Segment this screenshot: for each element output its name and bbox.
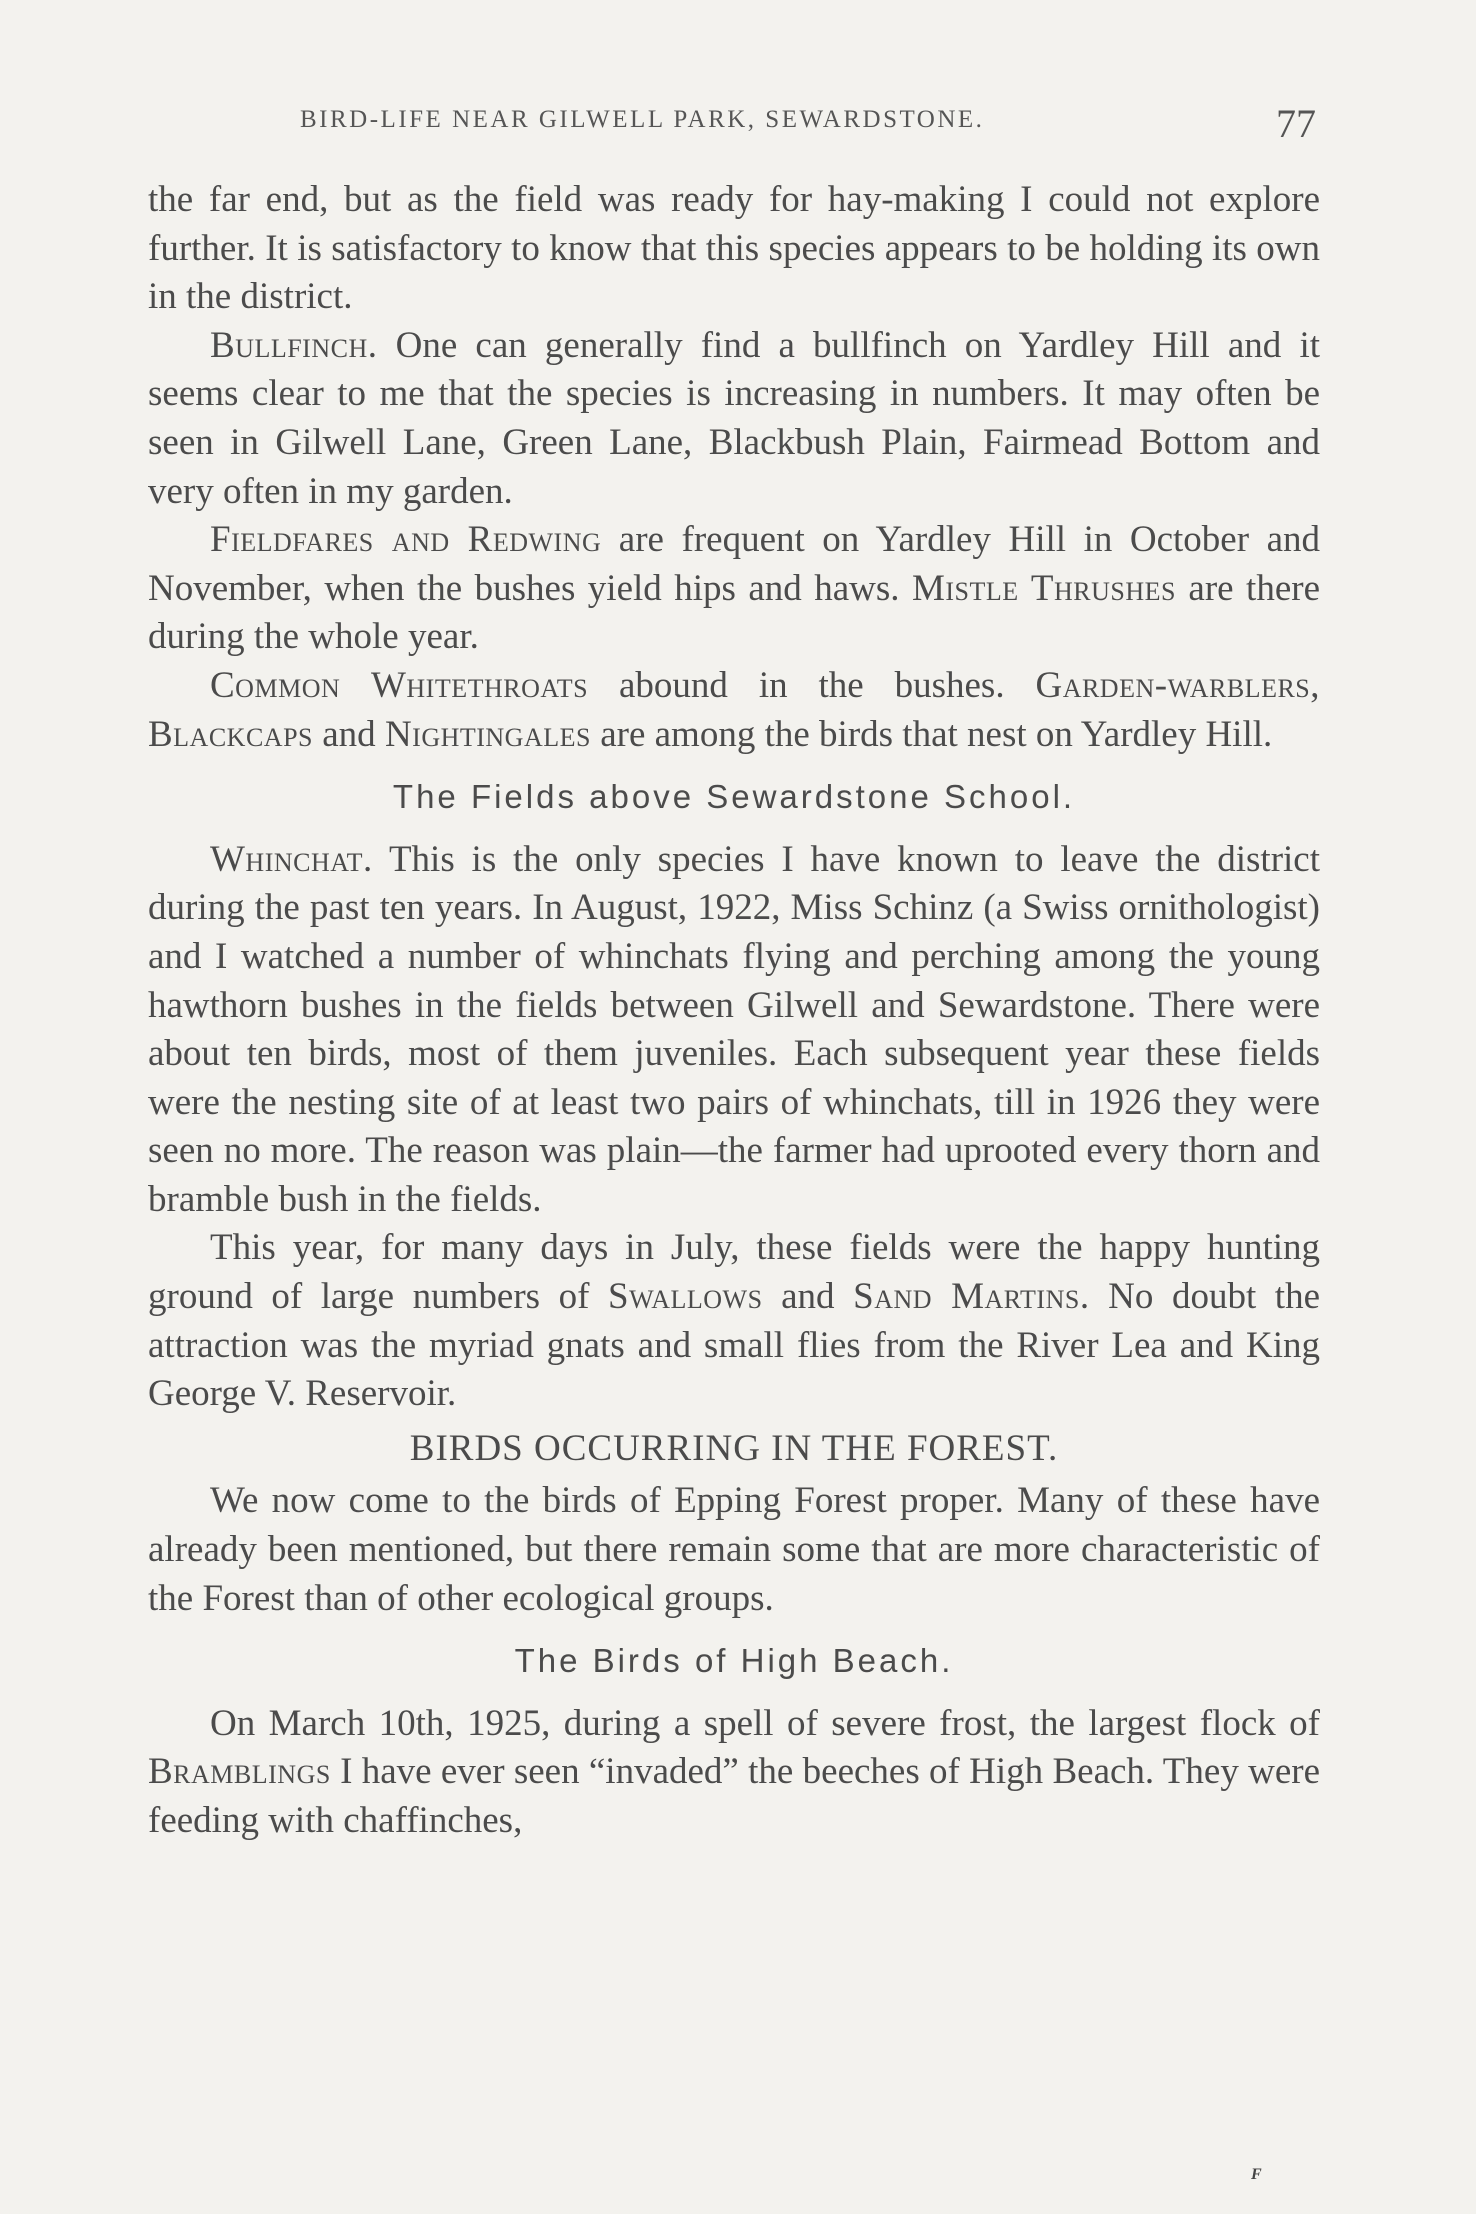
paragraph-text: are frequent on Yardley Hill in October and November, when the bushes yield hips and haws. — [148, 519, 1321, 609]
species-name: Garden-warblers, Blackcaps — [148, 664, 1320, 755]
paragraph-text: and — [762, 1276, 854, 1318]
species-name: Common Whitethroats — [210, 664, 589, 706]
signature-mark: F — [1251, 2166, 1262, 2183]
species-name: Fieldfares and Redwing — [210, 519, 602, 561]
species-name: Bramblings — [148, 1751, 331, 1793]
paragraph-whitethroats — [148, 662, 1320, 759]
page-number: 77 — [1276, 101, 1316, 146]
species-name: Sand Martins. — [853, 1276, 1090, 1318]
paragraph-text: I have ever seen “invaded” the beeches of High Beach. They were feeding with chaffinches, — [148, 1751, 1320, 1841]
paragraph-bramblings — [148, 1700, 1320, 1846]
species-name: Swallows — [608, 1276, 763, 1318]
paragraph-fieldfares — [148, 516, 1320, 662]
paragraph-text: are among the birds that nest on Yardley Hill. — [590, 713, 1273, 755]
running-head: BIRD-LIFE NEAR GILWELL PARK, SEWARDSTONE. — [300, 106, 985, 133]
paragraph-text: abound in the bushes. — [588, 664, 1036, 706]
paragraph-forest-intro — [148, 1477, 1320, 1623]
paragraph-continuation — [148, 176, 1320, 322]
paragraph-swallows — [148, 1224, 1320, 1418]
paragraph-text: This is the only species I have known to leave the district during the past ten years. In August, 1922, Miss Schinz (a Swiss ornithologist) and I watched a number of whinchats flying and perching among the young hawthorn bushes in the fields between Gilwell and Sewardstone. There were about ten birds, most of them juveniles. Each subsequent year these fields were the nesting site of at least two pairs of whinchats, till in 1926 they were seen no more. The reason was plain—the farmer had uprooted every thorn and bramble bush in the fields. — [148, 838, 1320, 1220]
paragraph-text: and — [313, 713, 385, 755]
paragraph-text: On March 10th, 1925, during a spell of severe frost, the largest flock of — [210, 1702, 1320, 1744]
species-name: Bullfinch. — [210, 324, 378, 366]
paragraph-text: are there during the whole year. — [148, 567, 1320, 658]
paragraph-text: the far end, but as the field was ready for hay-making I could not explore further. It is satisfactory to know that this species appears to be holding its own in the district. — [148, 179, 1320, 318]
subheading-fields: The Fields above Sewardstone School. — [392, 778, 1076, 816]
paragraph-text: One can generally find a bullfinch on Yardley Hill and it seems clear to me that the species is increasing in numbers. It may often be seen in Gilwell Lane, Green Lane, Blackbush Plain, Fairmead Bottom and very often in my garden. — [148, 324, 1320, 512]
paragraph-text: No doubt the attraction was the myriad gnats and small flies from the River Lea and King George V. Reservoir. — [148, 1276, 1320, 1415]
body-text — [148, 176, 1320, 1846]
species-name: Nightingales — [384, 713, 591, 755]
paragraph-bullfinch — [148, 322, 1320, 516]
paragraph-text: We now come to the birds of Epping Forest proper. Many of these have already been mentioned, but there remain some that are more characteristic of the Forest than of other ecological groups. — [148, 1480, 1320, 1619]
subheading-high-beach: The Birds of High Beach. — [514, 1642, 954, 1680]
species-name: Whinchat. — [210, 838, 373, 880]
paragraph-text: This year, for many days in July, these fields were the happy hunting ground of large numbers of — [148, 1227, 1320, 1318]
section-heading: BIRDS OCCURRING IN THE FOREST. — [409, 1427, 1059, 1469]
species-name: Mistle Thrushes — [911, 567, 1176, 609]
paragraph-whinchat — [148, 836, 1320, 1225]
